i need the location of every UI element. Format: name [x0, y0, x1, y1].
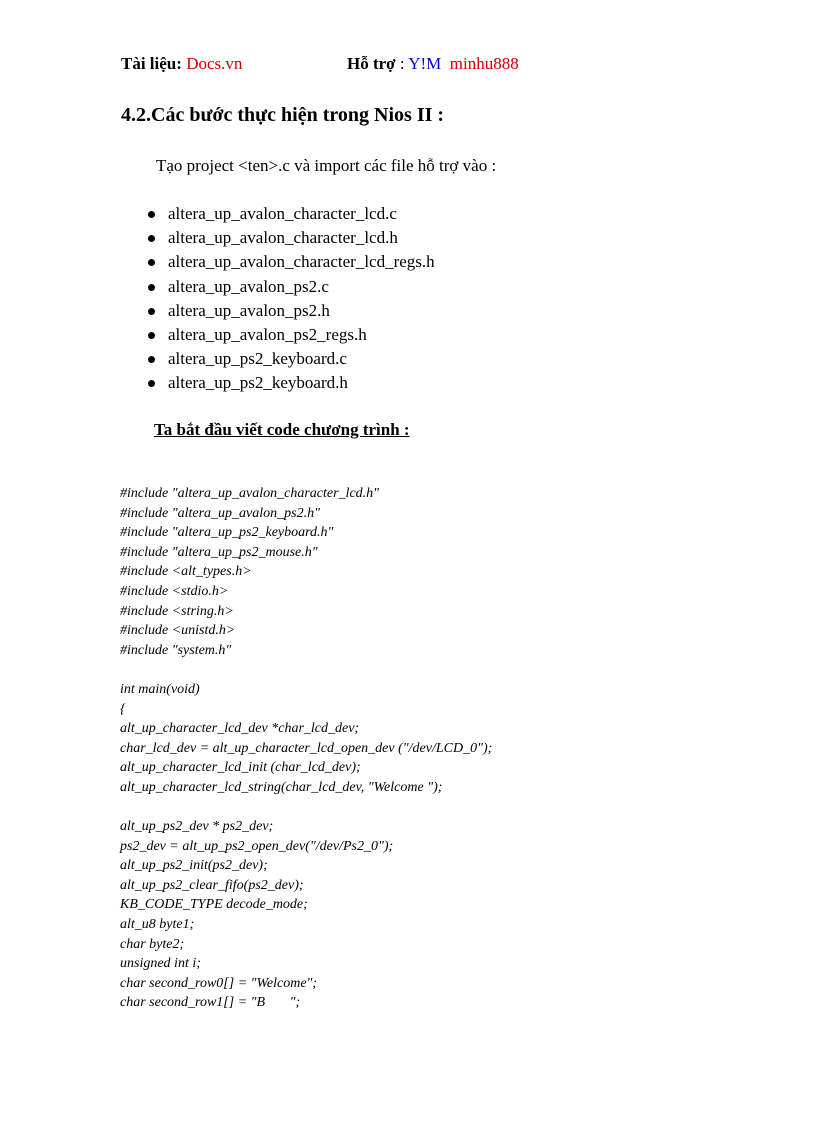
code-line: #include "system.h"	[120, 642, 232, 658]
file-name: altera_up_avalon_character_lcd.c	[168, 204, 397, 223]
code-subheading: Ta bắt đầu viết code chương trình :	[154, 420, 410, 439]
bullet-icon	[148, 235, 155, 242]
bullet-icon	[148, 308, 155, 315]
file-name: altera_up_avalon_character_lcd_regs.h	[168, 252, 435, 272]
list-item	[146, 275, 435, 299]
bullet-icon	[148, 380, 155, 387]
list-item	[146, 347, 435, 371]
code-line: #include "altera_up_ps2_keyboard.h"	[120, 525, 334, 541]
ym-label: Y!M	[408, 54, 442, 73]
code-block	[120, 484, 492, 1013]
code-line: #include <alt_types.h>	[120, 564, 252, 580]
file-name: altera_up_avalon_ps2_regs.h	[168, 324, 367, 344]
support-info	[347, 54, 519, 74]
support-value: minhu888	[449, 54, 519, 73]
code-line: alt_up_ps2_init(ps2_dev);	[120, 858, 268, 874]
code-line: alt_up_character_lcd_init (char_lcd_dev);	[120, 760, 361, 776]
code-line: alt_up_character_lcd_string(char_lcd_dev, "Welcome ");	[120, 779, 443, 795]
code-line: #include "altera_up_avalon_ps2.h"	[120, 505, 320, 521]
section-title: 4.2.Các bước thực hiện trong Nios II :	[121, 104, 445, 126]
bullet-icon	[148, 284, 155, 291]
code-line	[120, 660, 492, 680]
file-name: altera_up_avalon_ps2.c	[168, 276, 329, 296]
list-item	[146, 202, 435, 226]
code-line: char second_row1[] = "B ";	[120, 995, 301, 1011]
code-line: {	[120, 701, 126, 717]
list-item	[146, 323, 435, 347]
code-line: alt_u8 byte1;	[120, 917, 195, 933]
code-line: ps2_dev = alt_up_ps2_open_dev("/dev/Ps2_0");	[120, 838, 394, 854]
code-line: unsigned int i;	[120, 956, 201, 972]
file-name: altera_up_ps2_keyboard.c	[168, 349, 347, 369]
list-item	[146, 226, 435, 250]
list-item	[146, 371, 435, 395]
bullet-icon	[148, 332, 155, 339]
file-name: altera_up_avalon_ps2.h	[168, 300, 330, 320]
bullet-icon	[148, 259, 155, 266]
doc-colon: :	[176, 54, 182, 73]
code-line: #include "altera_up_ps2_mouse.h"	[120, 544, 318, 560]
code-line: int main(void)	[120, 681, 200, 697]
file-name: altera_up_avalon_character_lcd.h	[168, 228, 398, 248]
code-line: #include "altera_up_avalon_character_lcd.h"	[120, 486, 380, 501]
doc-source	[121, 54, 242, 73]
code-line: #include <unistd.h>	[120, 623, 236, 639]
code-line: alt_up_ps2_dev * ps2_dev;	[120, 819, 274, 835]
page-header	[121, 54, 519, 74]
support-label: Hỗ trợ	[347, 54, 396, 73]
list-item	[146, 250, 435, 274]
code-line: alt_up_character_lcd_dev *char_lcd_dev;	[120, 721, 360, 737]
code-line: char_lcd_dev = alt_up_character_lcd_open_dev ("/dev/LCD_0");	[120, 740, 493, 756]
code-line	[120, 798, 492, 818]
file-name: altera_up_ps2_keyboard.h	[168, 373, 348, 393]
code-line: char second_row0[] = "Welcome";	[120, 975, 318, 991]
bullet-icon	[148, 356, 155, 363]
list-item	[146, 299, 435, 323]
code-line: KB_CODE_TYPE decode_mode;	[120, 897, 308, 913]
doc-value: Docs.vn	[186, 54, 243, 73]
doc-label: Tài liệu	[121, 54, 177, 73]
code-line: #include <stdio.h>	[120, 583, 229, 599]
code-line: alt_up_ps2_clear_fifo(ps2_dev);	[120, 877, 304, 893]
code-line: #include <string.h>	[120, 603, 234, 619]
file-list	[146, 202, 435, 396]
bullet-icon	[148, 211, 155, 218]
intro-text: Tạo project <ten>.c và import các file hỗ trợ vào :	[156, 156, 497, 175]
support-colon: :	[399, 54, 405, 73]
code-line: char byte2;	[120, 936, 185, 952]
